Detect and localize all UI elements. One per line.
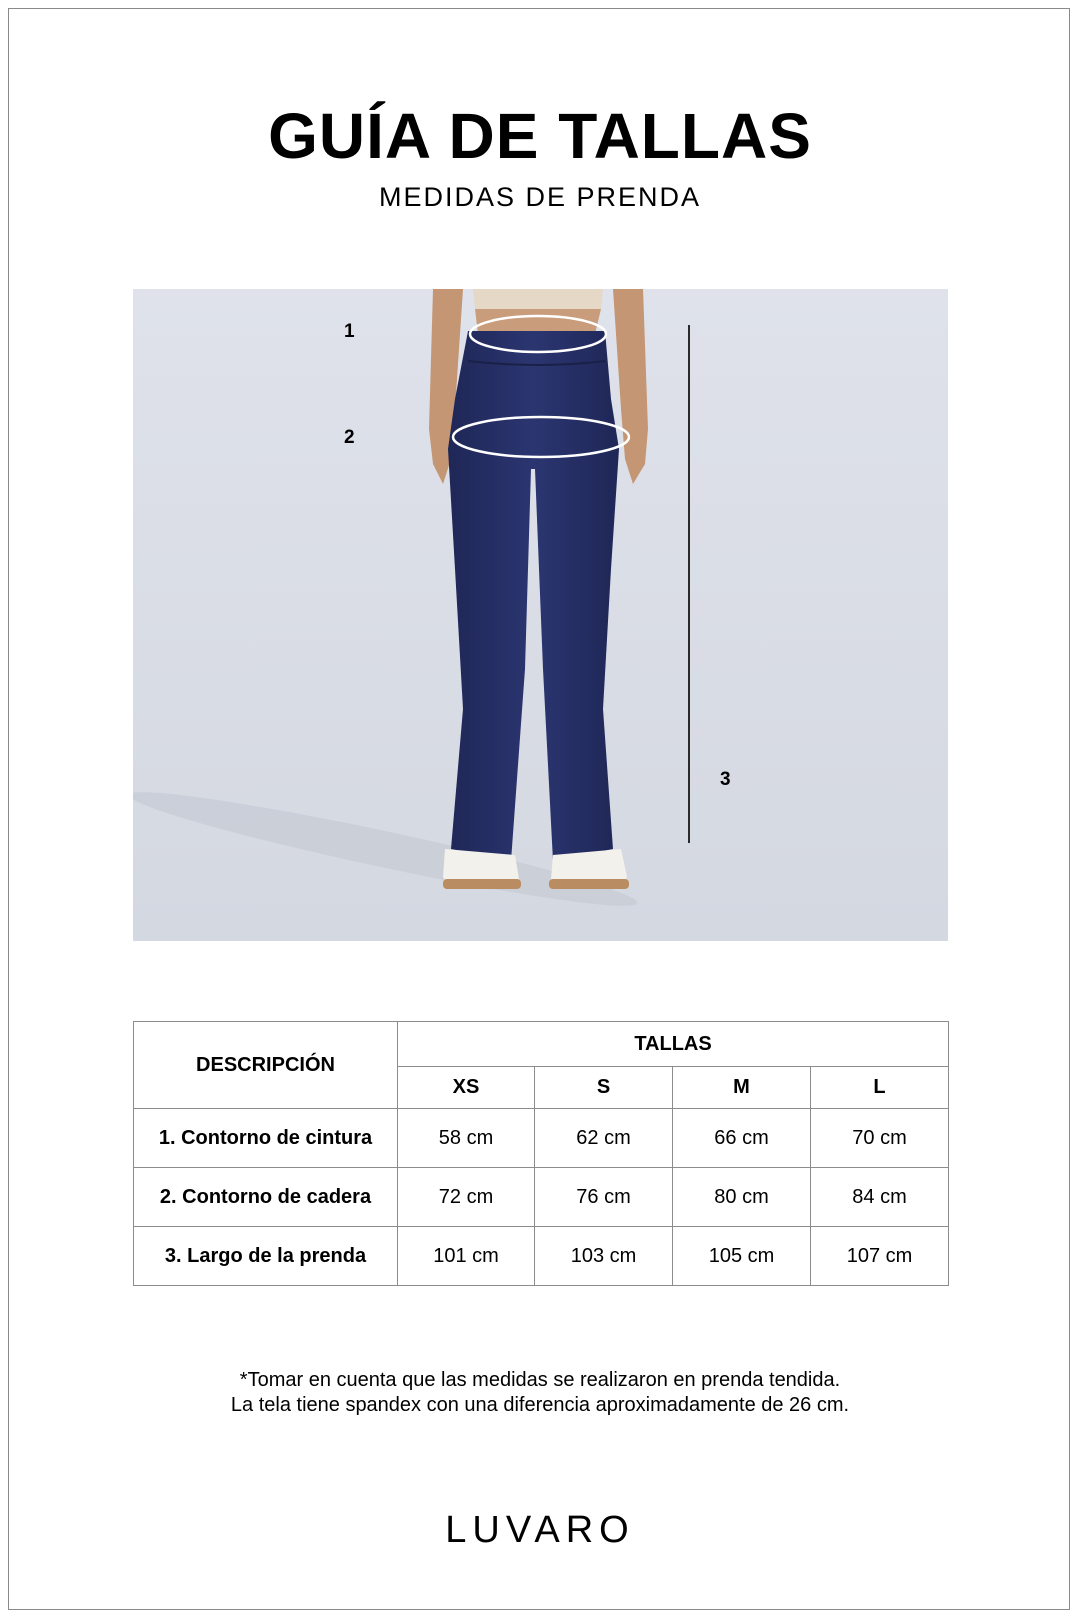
row-label-length: 3. Largo de la prenda xyxy=(134,1227,398,1286)
row-label-waist: 1. Contorno de cintura xyxy=(134,1109,398,1168)
brand-logo: LUVARO xyxy=(445,1509,635,1551)
table-cell: 84 cm xyxy=(811,1168,949,1227)
description-header: DESCRIPCIÓN xyxy=(134,1022,398,1109)
measurement-note xyxy=(0,1368,1080,1418)
table-cell: 103 cm xyxy=(535,1227,673,1286)
row-label-hip: 2. Contorno de cadera xyxy=(134,1168,398,1227)
crop-top xyxy=(473,289,603,309)
note-line-2: La tela tiene spandex con una diferencia aproximadamente de 26 cm. xyxy=(230,1394,850,1416)
page-subtitle: MEDIDAS DE PRENDA xyxy=(378,182,702,212)
size-header-s: S xyxy=(535,1067,673,1109)
table-cell: 66 cm xyxy=(673,1109,811,1168)
sizes-header: TALLAS xyxy=(398,1022,949,1067)
model-illustration xyxy=(133,289,948,941)
table-cell: 72 cm xyxy=(398,1168,535,1227)
size-table xyxy=(133,1021,949,1286)
table-cell: 76 cm xyxy=(535,1168,673,1227)
table-cell: 70 cm xyxy=(811,1109,949,1168)
product-photo xyxy=(133,289,948,941)
size-header-xs: XS xyxy=(398,1067,535,1109)
table-row xyxy=(134,1168,949,1227)
table-cell: 62 cm xyxy=(535,1109,673,1168)
right-sole xyxy=(549,879,629,889)
size-header-l: L xyxy=(811,1067,949,1109)
table-cell: 101 cm xyxy=(398,1227,535,1286)
table-row xyxy=(134,1227,949,1286)
table-cell: 107 cm xyxy=(811,1227,949,1286)
marker-label-length: 3 xyxy=(720,769,731,790)
size-header-m: M xyxy=(673,1067,811,1109)
marker-label-hip: 2 xyxy=(344,427,355,448)
page-title: GUÍA DE TALLAS xyxy=(268,100,812,172)
table-cell: 105 cm xyxy=(673,1227,811,1286)
table-cell: 58 cm xyxy=(398,1109,535,1168)
note-line-1: *Tomar en cuenta que las medidas se realizaron en prenda tendida. xyxy=(239,1369,841,1391)
table-cell: 80 cm xyxy=(673,1168,811,1227)
marker-label-waist: 1 xyxy=(344,321,355,342)
table-row xyxy=(134,1109,949,1168)
left-sole xyxy=(443,879,521,889)
